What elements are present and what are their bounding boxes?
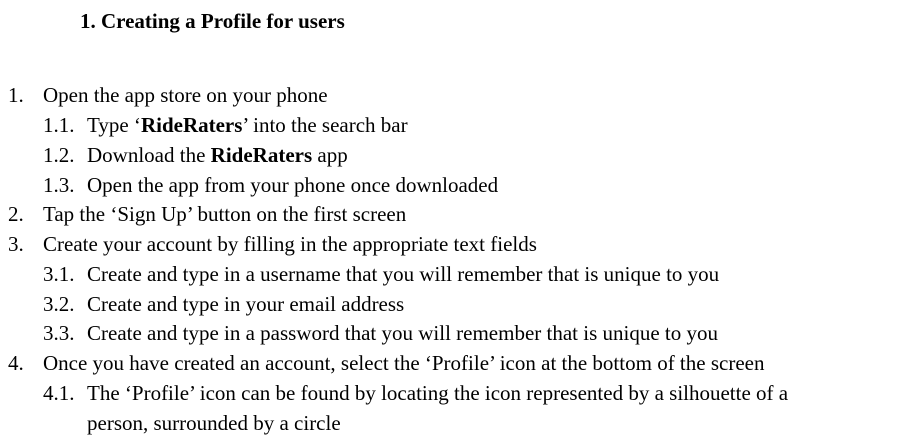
- step-number: 1.: [8, 83, 24, 107]
- step-number: 4.1.: [43, 381, 75, 405]
- step-text-part: ’ into the search bar: [242, 113, 408, 137]
- step-number: 3.3.: [43, 321, 75, 345]
- app-name: RideRaters: [140, 113, 243, 137]
- step-text: Create and type in a password that you will remember that is unique to you: [87, 321, 719, 345]
- step-number: 1.2.: [43, 143, 75, 167]
- step-number: 3.: [8, 232, 24, 256]
- step-text: Create your account by filling in the appropriate text fields: [43, 232, 537, 256]
- step-number: 1.1.: [43, 113, 75, 137]
- step-number: 1.3.: [43, 173, 75, 197]
- step-4-1-continuation: [87, 411, 341, 435]
- step-number: 4.: [8, 351, 24, 375]
- step-text-part: app: [312, 143, 348, 167]
- step-text: The ‘Profile’ icon can be found by locating the icon represented by a silhouette of a: [87, 381, 789, 405]
- step-number: 3.2.: [43, 292, 75, 316]
- step-text: Open the app from your phone once downloaded: [87, 173, 499, 197]
- step-text: Tap the ‘Sign Up’ button on the first screen: [43, 202, 407, 226]
- step-text-part: Download the: [87, 143, 211, 167]
- step-number: 2.: [8, 202, 24, 226]
- app-name: RideRaters: [210, 143, 313, 167]
- step-text: person, surrounded by a circle: [87, 411, 341, 435]
- step-text: [87, 113, 408, 137]
- step-text: Open the app store on your phone: [43, 83, 328, 107]
- section-heading: 1. Creating a Profile for users: [80, 9, 345, 33]
- step-text: Once you have created an account, select the ‘Profile’ icon at the bottom of the screen: [43, 351, 765, 375]
- step-text: Create and type in a username that you will remember that is unique to you: [87, 262, 720, 286]
- step-number: 3.1.: [43, 262, 75, 286]
- step-text: [87, 143, 348, 167]
- step-text-part: Type ‘: [87, 113, 141, 137]
- step-text: Create and type in your email address: [87, 292, 405, 316]
